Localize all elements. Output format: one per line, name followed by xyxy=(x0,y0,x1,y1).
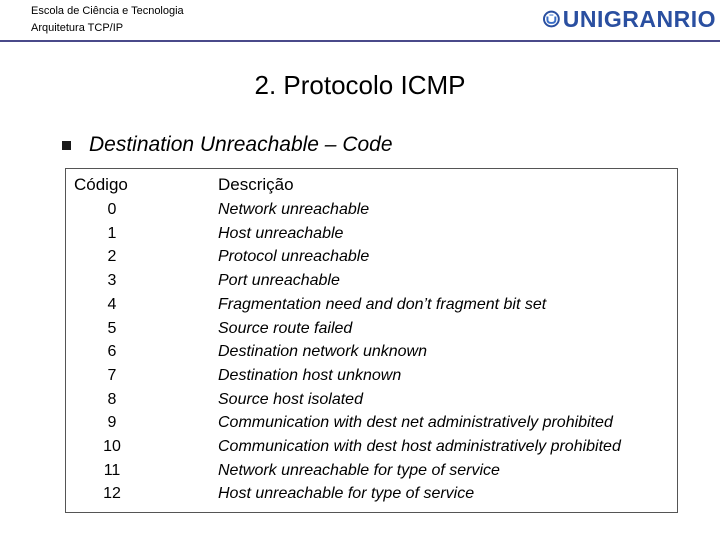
slide-title: 2. Protocolo ICMP xyxy=(254,70,466,100)
table-cell-description: Communication with dest host administratively prohibited xyxy=(218,438,621,455)
bullet-text: Destination Unreachable – Code xyxy=(89,133,393,156)
table-cell-code: 11 xyxy=(103,462,121,479)
table-cell-code: 0 xyxy=(107,201,117,218)
course-name: Arquitetura TCP/IP xyxy=(31,22,124,34)
table-cell-code: 9 xyxy=(107,414,117,431)
logo-text: UNIGRANRIO xyxy=(562,5,716,32)
header-text xyxy=(31,3,184,37)
table-cell-code: 6 xyxy=(107,343,117,360)
unigranrio-logo-icon xyxy=(543,2,560,36)
table-cell-code: 1 xyxy=(107,225,117,242)
table-cell-code: 7 xyxy=(107,367,117,384)
table-cell-description: Host unreachable xyxy=(218,225,344,242)
table-cell-description: Communication with dest net administratively prohibited xyxy=(218,414,613,431)
table-cell-code: 12 xyxy=(103,485,121,502)
table-cell-description: Network unreachable for type of service xyxy=(218,462,500,479)
school-name: Escola de Ciência e Tecnologia xyxy=(31,5,184,17)
unigranrio-logo xyxy=(543,2,716,36)
table-cell-description: Protocol unreachable xyxy=(218,248,370,265)
table-cell-description: Destination network unknown xyxy=(218,343,428,360)
table-cell-code: 3 xyxy=(107,272,117,289)
table-cell-code: 5 xyxy=(107,320,117,337)
table-cell-code: 2 xyxy=(107,248,117,265)
table-cell-code: 10 xyxy=(103,438,121,455)
table-cell-description: Destination host unknown xyxy=(218,367,402,384)
table-cell-description: Port unreachable xyxy=(218,272,340,289)
table-cell-description: Fragmentation need and don’t fragment bit set xyxy=(218,296,547,313)
table-cell-description: Source host isolated xyxy=(218,391,363,408)
table-cell-description: Network unreachable xyxy=(218,201,370,218)
table-cell-description: Source route failed xyxy=(218,320,353,337)
table-cell-code: 8 xyxy=(107,391,117,408)
table-cell-description: Host unreachable for type of service xyxy=(218,485,475,502)
column-header-description: Descrição xyxy=(218,175,294,194)
table-cell-code: 4 xyxy=(107,296,117,313)
bullet-square-icon xyxy=(62,141,71,150)
header-divider xyxy=(0,40,720,42)
column-header-code: Código xyxy=(74,175,128,194)
